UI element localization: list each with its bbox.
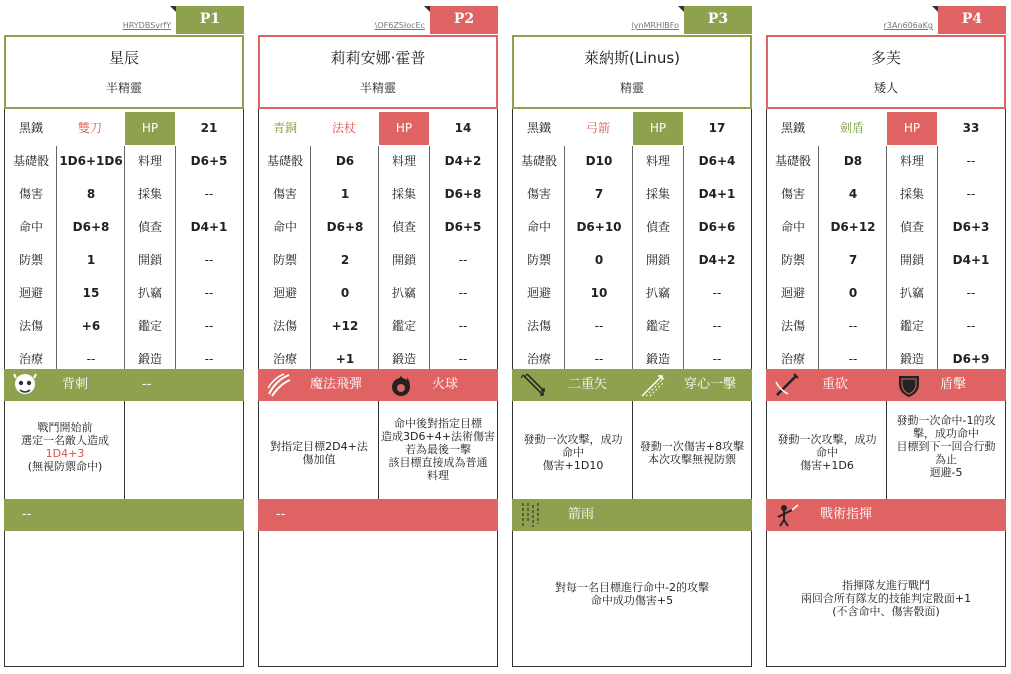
skill-value: --: [204, 319, 214, 333]
skill-1-desc: 發動一次攻擊，成功 命中 傷害+1D10: [523, 433, 623, 472]
stat-name: 基礎骰: [774, 154, 811, 168]
skill-value: --: [204, 253, 214, 267]
double-arrow-icon: [520, 372, 546, 398]
card-body: [766, 109, 1006, 667]
stat-name: 防禦: [780, 253, 805, 267]
stat-value: D10: [585, 154, 613, 168]
stat-value: D6+8: [326, 220, 364, 234]
stat-row: [259, 277, 497, 310]
stat-name: 基礎骰: [266, 154, 303, 168]
skill-bar-3: [258, 499, 498, 531]
skill-name: 鍛造: [137, 352, 162, 366]
stat-row: [5, 211, 243, 244]
weapon-label: 雙刀: [77, 121, 102, 135]
skill-name: 開鎖: [391, 253, 416, 267]
metal-label: 黑鐵: [526, 121, 551, 135]
skill-name: 鍛造: [391, 352, 416, 366]
stat-name: 防禦: [18, 253, 43, 267]
skill-bar-1: [512, 369, 752, 401]
skill-3-label: 戰術指揮: [820, 507, 873, 522]
weapon-label: 劍盾: [839, 121, 864, 135]
skill-name: 採集: [137, 187, 162, 201]
skill-value: D4+2: [444, 154, 482, 168]
hp-label: HP: [633, 112, 683, 145]
stat-name: 防禦: [272, 253, 297, 267]
character-name: 萊納斯(Linus): [583, 49, 681, 67]
skill-name: 鑑定: [137, 319, 162, 333]
skill-bar-1: [4, 369, 244, 401]
stat-name: 命中: [780, 220, 805, 234]
stat-value: 0: [848, 286, 858, 300]
skill-3-label: --: [22, 507, 32, 522]
stat-value: 7: [848, 253, 858, 267]
stat-value: 15: [82, 286, 100, 300]
heavy-slash-icon: [774, 372, 800, 398]
skill-1-desc: 戰鬥開始前 選定一名敵人造成 1D4+3 (無視防禦命中): [21, 421, 109, 473]
stat-value: D6+10: [576, 220, 622, 234]
stat-row: [259, 178, 497, 211]
stat-value: 0: [340, 286, 350, 300]
skill-value: D6+8: [444, 187, 482, 201]
magic-missile-icon: [266, 372, 292, 398]
stat-name: 基礎骰: [12, 154, 49, 168]
character-card-p3: [512, 6, 752, 667]
character-race: 半精靈: [105, 81, 142, 95]
stat-value: 0: [594, 253, 604, 267]
player-tag: P2: [430, 6, 498, 34]
card-header: [512, 6, 752, 34]
stat-value: 1: [340, 187, 350, 201]
skill-name: 採集: [391, 187, 416, 201]
hp-label: HP: [125, 112, 175, 145]
stat-value: 4: [848, 187, 858, 201]
stat-value: --: [848, 319, 858, 333]
skill-value: --: [458, 253, 468, 267]
skill-name: 偵查: [391, 220, 416, 234]
stat-value: D6+8: [72, 220, 110, 234]
stat-name: 治療: [526, 352, 551, 366]
character-card-p4: [766, 6, 1006, 667]
sheet-code-link[interactable]: \OF6ZSIocEc: [374, 21, 425, 30]
skill-name: 偵查: [137, 220, 162, 234]
stat-value: 8: [86, 187, 96, 201]
skill-1-label: 背刺: [62, 377, 89, 392]
stat-row: [513, 145, 751, 178]
skill-value: D4+2: [698, 253, 736, 267]
stat-name: 治療: [780, 352, 805, 366]
skill-name: 扒竊: [137, 286, 162, 300]
stat-name: 迴避: [780, 286, 805, 300]
skill-name: 鑑定: [391, 319, 416, 333]
skill-name: 料理: [137, 154, 162, 168]
stat-value: 2: [340, 253, 350, 267]
stat-value: 1D6+1D6: [59, 154, 123, 168]
stat-row: [767, 244, 1005, 277]
skill-name: 開鎖: [645, 253, 670, 267]
skill-name: 開鎖: [137, 253, 162, 267]
rogue-skull-icon: [12, 372, 38, 398]
stat-row: [513, 178, 751, 211]
fireball-icon: [388, 372, 414, 398]
name-box: [512, 35, 752, 109]
skill-value: --: [458, 319, 468, 333]
skill-value: --: [204, 286, 214, 300]
skill-value: --: [204, 352, 214, 366]
card-header: [766, 6, 1006, 34]
stat-name: 命中: [272, 220, 297, 234]
stat-row: [5, 145, 243, 178]
skill-value: D6+6: [698, 220, 736, 234]
skill-name: 採集: [899, 187, 924, 201]
stat-name: 傷害: [526, 187, 551, 201]
stat-name: 命中: [526, 220, 551, 234]
stat-value: 1: [86, 253, 96, 267]
skill-name: 鑑定: [899, 319, 924, 333]
stat-row: [5, 277, 243, 310]
skill-value: D6+3: [952, 220, 990, 234]
skill-value: --: [966, 187, 976, 201]
stat-row: [767, 310, 1005, 343]
hp-label: HP: [887, 112, 937, 145]
skill-value: --: [712, 286, 722, 300]
stat-value: --: [848, 352, 858, 366]
card-body: [4, 109, 244, 667]
skill-1-label: 二重矢: [568, 377, 608, 392]
stat-row: [5, 244, 243, 277]
hp-value: 21: [200, 121, 218, 135]
stat-name: 命中: [18, 220, 43, 234]
stat-value: +12: [331, 319, 359, 333]
skill-name: 料理: [899, 154, 924, 168]
skill-1-desc: 發動一次攻擊，成功 命中 傷害+1D6: [777, 433, 877, 472]
skill-value: D6+5: [190, 154, 228, 168]
skill-name: 鍛造: [645, 352, 670, 366]
metal-label: 青銅: [272, 121, 297, 135]
skill-name: 扒竊: [899, 286, 924, 300]
skill-3-desc: 對每一名目標進行命中-2的攻擊 命中成功傷害+5: [555, 581, 709, 607]
stat-name: 基礎骰: [520, 154, 557, 168]
skill-name: 料理: [645, 154, 670, 168]
sheet-code-link[interactable]: r3An606aKg: [883, 21, 933, 30]
stat-name: 法傷: [18, 319, 43, 333]
equipment-row: [259, 112, 497, 145]
skill-bar-1: [766, 369, 1006, 401]
skill-value: --: [712, 352, 722, 366]
skill-name: 偵查: [899, 220, 924, 234]
stat-name: 防禦: [526, 253, 551, 267]
stat-name: 迴避: [18, 286, 43, 300]
skill-1-label: 魔法飛彈: [310, 377, 363, 392]
tactics-command-icon: [774, 502, 800, 528]
stat-value: D8: [843, 154, 863, 168]
stat-value: +1: [335, 352, 355, 366]
sheet-code-link[interactable]: HRYDBSvrfY: [122, 21, 171, 30]
equipment-row: [767, 112, 1005, 145]
skill-name: 鍛造: [899, 352, 924, 366]
hp-label: HP: [379, 112, 429, 145]
character-name: 星辰: [108, 49, 139, 67]
character-name: 多芙: [870, 49, 901, 67]
skill-2-label: --: [142, 377, 152, 392]
skill-value: --: [458, 286, 468, 300]
stat-value: 10: [590, 286, 608, 300]
hp-value: 14: [454, 121, 472, 135]
player-tag: P4: [938, 6, 1006, 34]
stat-name: 法傷: [780, 319, 805, 333]
piercing-arrow-icon: [640, 372, 666, 398]
skill-name: 開鎖: [899, 253, 924, 267]
weapon-label: 法杖: [331, 121, 356, 135]
weapon-label: 弓箭: [585, 121, 610, 135]
skill-value: --: [458, 352, 468, 366]
stat-value: --: [594, 352, 604, 366]
skill-value: --: [712, 319, 722, 333]
skill-value: D4+1: [190, 220, 228, 234]
skill-name: 偵查: [645, 220, 670, 234]
shield-icon: [896, 372, 922, 398]
stat-name: 傷害: [18, 187, 43, 201]
stat-name: 法傷: [526, 319, 551, 333]
skill-bar-3: [512, 499, 752, 531]
stat-row: [5, 178, 243, 211]
character-name: 莉莉安娜·霍普: [330, 49, 426, 67]
stat-name: 治療: [272, 352, 297, 366]
equipment-row: [513, 112, 751, 145]
character-race: 精靈: [619, 81, 644, 95]
stat-row: [513, 211, 751, 244]
stat-row: [259, 145, 497, 178]
skill-value: --: [966, 319, 976, 333]
skill-bar-3: [766, 499, 1006, 531]
skill-name: 扒竊: [391, 286, 416, 300]
skill-value: D6+9: [952, 352, 990, 366]
skill-2-label: 盾擊: [940, 377, 967, 392]
stat-name: 迴避: [272, 286, 297, 300]
stat-row: [259, 310, 497, 343]
hp-value: 17: [708, 121, 726, 135]
skill-value: D4+1: [952, 253, 990, 267]
stat-row: [767, 145, 1005, 178]
stat-value: 7: [594, 187, 604, 201]
character-card-p1: [4, 6, 244, 667]
character-card-p2: [258, 6, 498, 667]
skill-3-label: --: [276, 507, 286, 522]
hp-value: 33: [962, 121, 980, 135]
skill-3-label: 箭雨: [568, 507, 595, 522]
card-header: [4, 6, 244, 34]
skill-value: --: [966, 154, 976, 168]
name-box: [258, 35, 498, 109]
skill-2-desc: 發動一次命中-1的攻 擊，成功命中 目標到下一回合行動 為止 迴避-5: [896, 414, 996, 479]
stat-value: D6+12: [830, 220, 876, 234]
player-tag: P3: [684, 6, 752, 34]
name-box: [4, 35, 244, 109]
skill-name: 鑑定: [645, 319, 670, 333]
stat-row: [259, 244, 497, 277]
stat-value: +6: [81, 319, 101, 333]
skill-1-label: 重砍: [822, 377, 849, 392]
name-box: [766, 35, 1006, 109]
character-race: 半精靈: [359, 81, 396, 95]
skill-2-label: 火球: [432, 377, 459, 392]
stat-row: [767, 178, 1005, 211]
card-body: [512, 109, 752, 667]
skill-bar-3: [4, 499, 244, 531]
player-tag: P1: [176, 6, 244, 34]
skill-2-label: 穿心一擊: [684, 377, 737, 392]
skill-2-desc: 發動一次傷害+8攻擊 本次攻擊無視防禦: [639, 440, 745, 466]
skill-1-desc: 對指定目標2D4+法 傷加值: [270, 440, 368, 466]
arrow-rain-icon: [518, 502, 544, 528]
stat-name: 法傷: [272, 319, 297, 333]
sheet-code-link[interactable]: lynMRHlBFo: [631, 21, 679, 30]
stat-name: 傷害: [780, 187, 805, 201]
skill-value: D6+5: [444, 220, 482, 234]
stat-row: [513, 244, 751, 277]
skill-bar-1: [258, 369, 498, 401]
stat-row: [513, 310, 751, 343]
stat-value: D6: [335, 154, 355, 168]
card-header: [258, 6, 498, 34]
stat-value: --: [594, 319, 604, 333]
stat-row: [767, 211, 1005, 244]
stat-row: [259, 211, 497, 244]
skill-value: --: [204, 187, 214, 201]
stat-name: 迴避: [526, 286, 551, 300]
metal-label: 黑鐵: [18, 121, 43, 135]
equipment-row: [5, 112, 243, 145]
skill-value: --: [966, 286, 976, 300]
skill-name: 料理: [391, 154, 416, 168]
stat-row: [513, 277, 751, 310]
stat-row: [767, 277, 1005, 310]
skill-value: D6+4: [698, 154, 736, 168]
stat-value: --: [86, 352, 96, 366]
skill-name: 採集: [645, 187, 670, 201]
skill-name: 扒竊: [645, 286, 670, 300]
skill-2-desc: 命中後對指定目標 造成3D6+4+法術傷害 若為最後一擊 該目標直接成為普通 料理: [381, 417, 495, 482]
skill-value: D4+1: [698, 187, 736, 201]
skill-3-desc: 指揮隊友進行戰鬥 兩回合所有隊友的技能判定骰面+1 (不含命中、傷害骰面): [800, 579, 972, 618]
stat-row: [5, 310, 243, 343]
card-body: [258, 109, 498, 667]
metal-label: 黑鐵: [780, 121, 805, 135]
character-race: 矮人: [873, 81, 898, 95]
stat-name: 治療: [18, 352, 43, 366]
stat-name: 傷害: [272, 187, 297, 201]
